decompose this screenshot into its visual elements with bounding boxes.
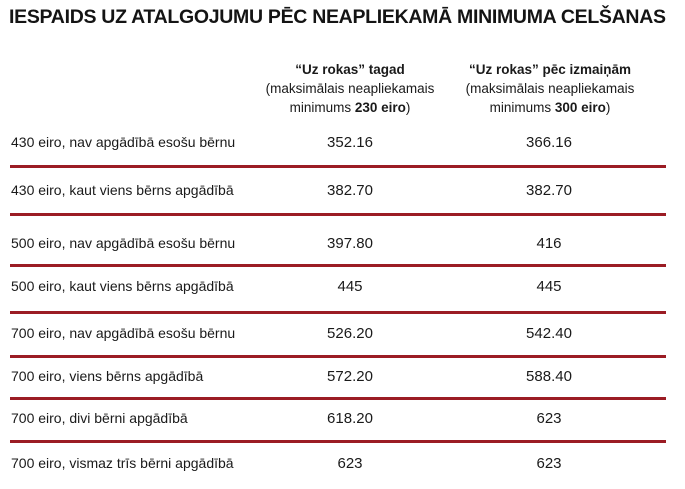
column-header-now [260,60,440,117]
value-after: 366.16 [526,134,572,151]
value-after: 623 [536,410,562,427]
value-now: 526.20 [327,325,373,342]
value-after: 445 [536,278,562,295]
value-now: 572.20 [327,368,373,385]
table-row [0,182,685,202]
table-row [0,235,685,255]
column-header-now-minimum [260,98,440,117]
page-title: IESPAIDS UZ ATALGOJUMU PĒC NEAPLIEKAMĀ MINIMUMA CELŠANAS [9,6,666,28]
value-after: 542.40 [526,325,572,342]
row-divider [10,213,666,216]
column-header-now-minimum-value: 230 eiro [354,100,406,115]
column-header-after-minimum-prefix: minimums [489,100,555,115]
column-header-after-title: “Uz rokas” pēc izmaiņām [468,62,632,77]
column-header-now-minimum-suffix: ) [405,100,411,115]
row-label: 430 eiro, nav apgādībā esošu bērnu [11,134,236,150]
value-now: 445 [337,278,363,295]
table-row [0,278,685,298]
value-after: 416 [536,235,562,252]
row-divider [10,440,666,443]
column-header-after-minimum-value: 300 eiro [554,100,606,115]
row-divider [10,264,666,267]
column-header-now-minimum-prefix: minimums [289,100,355,115]
value-now: 618.20 [327,410,373,427]
table-row [0,134,685,154]
row-label: 430 eiro, kaut viens bērns apgādībā [11,182,234,198]
row-label: 700 eiro, nav apgādībā esošu bērnu [11,325,236,341]
row-divider [10,165,666,168]
row-label: 700 eiro, viens bērns apgādībā [11,368,204,384]
row-label: 700 eiro, divi bērni apgādībā [11,410,188,426]
row-divider [10,311,666,314]
row-label: 500 eiro, kaut viens bērns apgādībā [11,278,234,294]
value-after: 623 [536,455,562,472]
row-label: 700 eiro, vismaz trīs bērni apgādībā [11,455,234,471]
table-row [0,410,685,430]
row-divider [10,397,666,400]
value-after: 588.40 [526,368,572,385]
value-now: 352.16 [327,134,373,151]
table-row [0,368,685,388]
column-header-after-minimum [450,98,650,117]
column-header-after-subtitle: (maksimālais neapliekamais [465,81,635,96]
column-header-now-title: “Uz rokas” tagad [295,62,405,77]
row-divider [10,355,666,358]
row-label: 500 eiro, nav apgādībā esošu bērnu [11,235,236,251]
column-header-after [450,60,650,117]
column-header-now-subtitle: (maksimālais neapliekamais [265,81,435,96]
column-header-after-minimum-suffix: ) [605,100,611,115]
value-now: 382.70 [327,182,373,199]
value-after: 382.70 [526,182,572,199]
table-row [0,325,685,345]
value-now: 623 [337,455,363,472]
value-now: 397.80 [327,235,373,252]
table-row [0,455,685,475]
